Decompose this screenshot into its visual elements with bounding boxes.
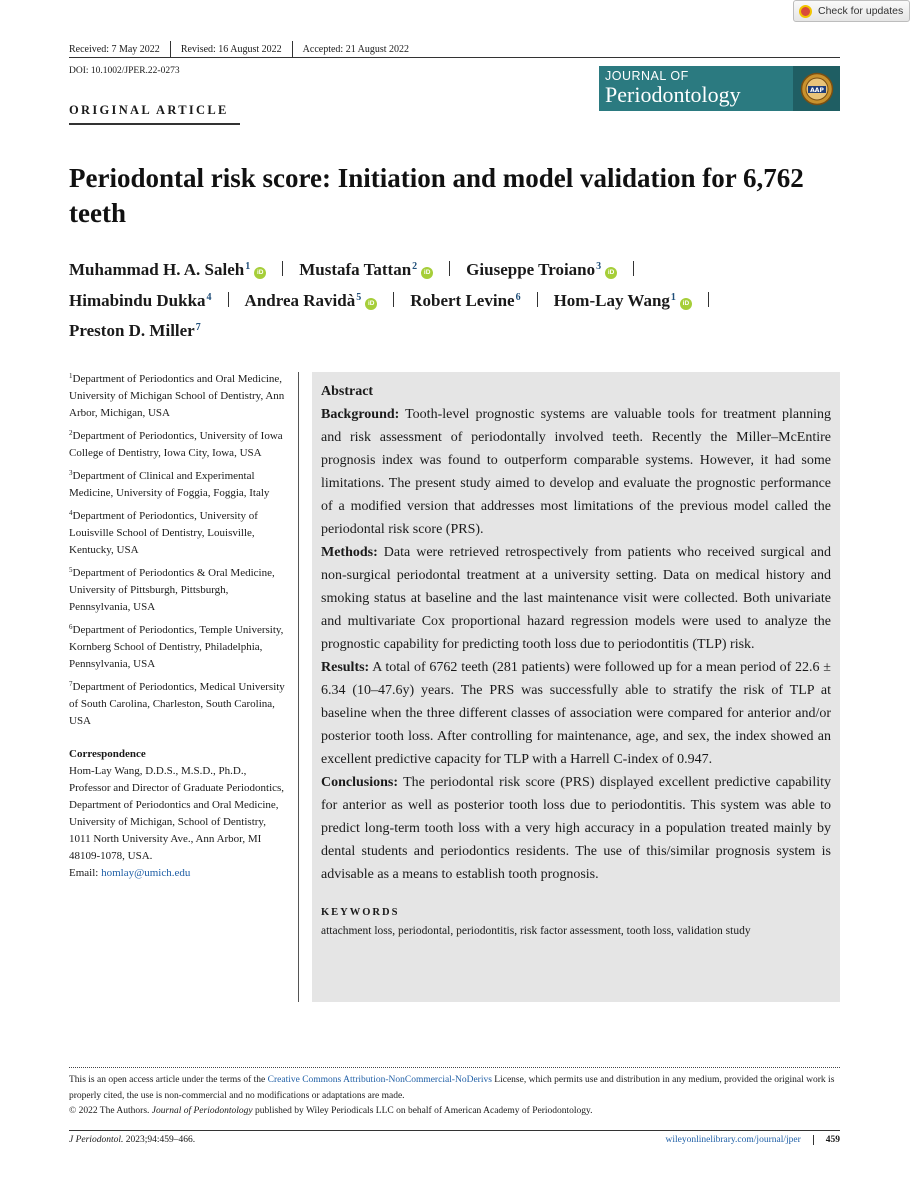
- author-separator: [393, 292, 394, 307]
- orcid-icon[interactable]: iD: [254, 267, 266, 279]
- affiliations: [69, 368, 285, 882]
- revised-date: Revised: 16 August 2022: [170, 41, 292, 58]
- author[interactable]: Robert Levine$^6$: [410, 290, 521, 310]
- author[interactable]: Andrea Ravidà$^5$iD: [245, 291, 378, 310]
- journal-url-link[interactable]: wileyonlinelibrary.com/journal/jper: [665, 1135, 801, 1145]
- journal-logo-line1: JOURNAL OF: [605, 69, 689, 83]
- license-divider: [69, 1067, 840, 1068]
- author[interactable]: Mustafa Tattan$^2$iD: [299, 260, 433, 279]
- affiliation: $^5$Department of Periodontics & Oral Medicine, University of Pittsburgh, Pittsburgh, Pennsylvania, USA: [69, 566, 275, 613]
- author[interactable]: Hom-Lay Wang$^1$iD: [554, 291, 692, 310]
- author[interactable]: Giuseppe Troiano$^3$iD: [466, 260, 617, 279]
- orcid-icon[interactable]: iD: [605, 267, 617, 279]
- abstract-results: Results: A total of 6762 teeth (281 patients) were followed up for a mean period of 22.6 ± 6.34 (10–47.6y) years. The PRS was successfully able to stratify the risk of TLP at baseline when the three different classes of association were compared for anterior and/or posterior tooth loss. After controlling for maintenance, age, and sex, the index showed an excellent predictive capacity for TLP with a Harrell C-index of 0.947.: [321, 660, 831, 767]
- article-title: Periodontal risk score: Initiation and model validation for 6,762 teeth: [69, 163, 804, 228]
- author-separator: [228, 292, 229, 307]
- affiliation: $^4$Department of Periodontics, University of Louisville School of Dentistry, Louisville, Kentucky, USA: [69, 509, 258, 556]
- correspondence: Correspondence Hom-Lay Wang, D.D.S., M.S.D., Ph.D., Professor and Director of Graduate Periodontics, Department of Periodontics and Oral Medicine, University of Michigan, School of Dentistry, 1011 North University Ave., Ann Arbor, MI 48109-1078, USA. Email: homlay@umich.edu: [69, 748, 285, 879]
- column-divider: [298, 372, 299, 1002]
- author-separator: [537, 292, 538, 307]
- author-separator: [633, 261, 634, 276]
- affiliation: $^6$Department of Periodontics, Temple University, Kornberg School of Dentistry, Philadelphia, Pennsylvania, USA: [69, 623, 284, 670]
- doi: DOI: 10.1002/JPER.22-0273: [69, 66, 180, 76]
- journal-logo-line2: Periodontology: [605, 82, 741, 107]
- abstract-methods: Methods: Data were retrieved retrospectively from patients who received surgical and non-surgical periodontal treatment at a university setting. Data on medical history and smoking status at baseline and the last maintenance visit were collected. Both univariate and multivariate Cox proportional hazard regression models were used to analyze the prognostic capability for predicting tooth loss due to periodontitis (TLP) risk.: [321, 545, 831, 652]
- orcid-icon[interactable]: iD: [680, 298, 692, 310]
- page-number: 459: [813, 1135, 840, 1145]
- author-separator: [708, 292, 709, 307]
- correspondence-body: Hom-Lay Wang, D.D.S., M.S.D., Ph.D., Professor and Director of Graduate Periodontics, Department of Periodontics and Oral Medicine, University of Michigan, School of Dentistry, 1011 North University Ave., Ann Arbor, MI 48109-1078, USA.: [69, 765, 285, 862]
- author[interactable]: Himabindu Dukka$^4$: [69, 290, 212, 310]
- license-note: This is an open access article under the terms of the Creative Commons Attribution-NonCommercial-NoDerivs License, which permits use and distribution in any medium, provided the original work is properly cited, the use is non-commercial and no modifications or adaptations are made. © 2022 The Authors. Journal of Periodontology published by Wiley Periodicals LLC on behalf of American Academy of Periodontology.: [69, 1073, 844, 1120]
- crossmark-icon: [799, 5, 812, 18]
- article-type-underline: [69, 123, 240, 125]
- orcid-icon[interactable]: iD: [421, 267, 433, 279]
- cc-license-link[interactable]: Creative Commons Attribution-NonCommercial-NoDerivs: [267, 1075, 492, 1085]
- svg-text:AAP: AAP: [809, 86, 824, 94]
- keywords-heading: KEYWORDS: [321, 907, 400, 918]
- author-list: [69, 253, 849, 345]
- check-for-updates-button[interactable]: [793, 0, 910, 22]
- footer-divider: [69, 1130, 840, 1131]
- correspondence-heading: Correspondence: [69, 748, 146, 760]
- abstract-conclusions: Conclusions: The periodontal risk score (PRS) displayed excellent predictive capability for anterior as well as posterior tooth loss due to periodontitis. This system was able to predict long-term tooth loss with a very high accuracy in a population treated mainly by dental students and periodontics residents. The use of this/similar prognosis system is advisable as a means to establish tooth prognosis.: [321, 775, 831, 882]
- affiliation: $^7$Department of Periodontics, Medical University of South Carolina, Charleston, South Carolina, USA: [69, 680, 285, 727]
- article-type: ORIGINAL ARTICLE: [69, 103, 229, 117]
- author-separator: [449, 261, 450, 276]
- journal-logo[interactable]: [599, 66, 840, 111]
- abstract-box: [312, 372, 840, 1002]
- header-divider: [69, 57, 840, 58]
- abstract-background: Background: Tooth-level prognostic systems are valuable tools for treatment planning and risk assessment of periodontally involved teeth. Recently the Miller–McEntire prognosis index was found to outperform comparable systems. However, it had some limitations. The present study aimed to develop and evaluate the prognostic performance of a modified version that addresses most limitations of the previous model called the periodontal risk score (PRS).: [321, 407, 831, 537]
- copyright-line: © 2022 The Authors. Journal of Periodontology published by Wiley Periodicals LLC on behalf of American Academy of Periodontology.: [69, 1106, 593, 1116]
- email-link[interactable]: homlay@umich.edu: [101, 867, 191, 879]
- affiliation: $^1$Department of Periodontics and Oral Medicine, University of Michigan School of Dentistry, Ann Arbor, Michigan, USA: [69, 372, 285, 419]
- author-separator: [282, 261, 283, 276]
- accepted-date: Accepted: 21 August 2022: [292, 41, 419, 58]
- page-footer: [69, 1135, 840, 1145]
- keywords: attachment loss, periodontal, periodontitis, risk factor assessment, tooth loss, validation study: [321, 925, 751, 937]
- aap-seal-icon: [793, 66, 840, 111]
- affiliation: $^3$Department of Clinical and Experimental Medicine, University of Foggia, Foggia, Italy: [69, 469, 270, 499]
- affiliation: $^2$Department of Periodontics, University of Iowa College of Dentistry, Iowa City, Iowa, USA: [69, 429, 283, 459]
- received-date: Received: 7 May 2022: [69, 44, 160, 55]
- citation: J Periodontol. 2023;94:459–466.: [69, 1135, 196, 1145]
- author[interactable]: Preston D. Miller$^7$: [69, 321, 201, 340]
- article-dates: [69, 41, 419, 58]
- check-for-updates-label: Check for updates: [818, 5, 904, 17]
- orcid-icon[interactable]: iD: [365, 298, 377, 310]
- abstract-heading: Abstract: [321, 384, 374, 399]
- author[interactable]: Muhammad H. A. Saleh$^1$iD: [69, 260, 266, 279]
